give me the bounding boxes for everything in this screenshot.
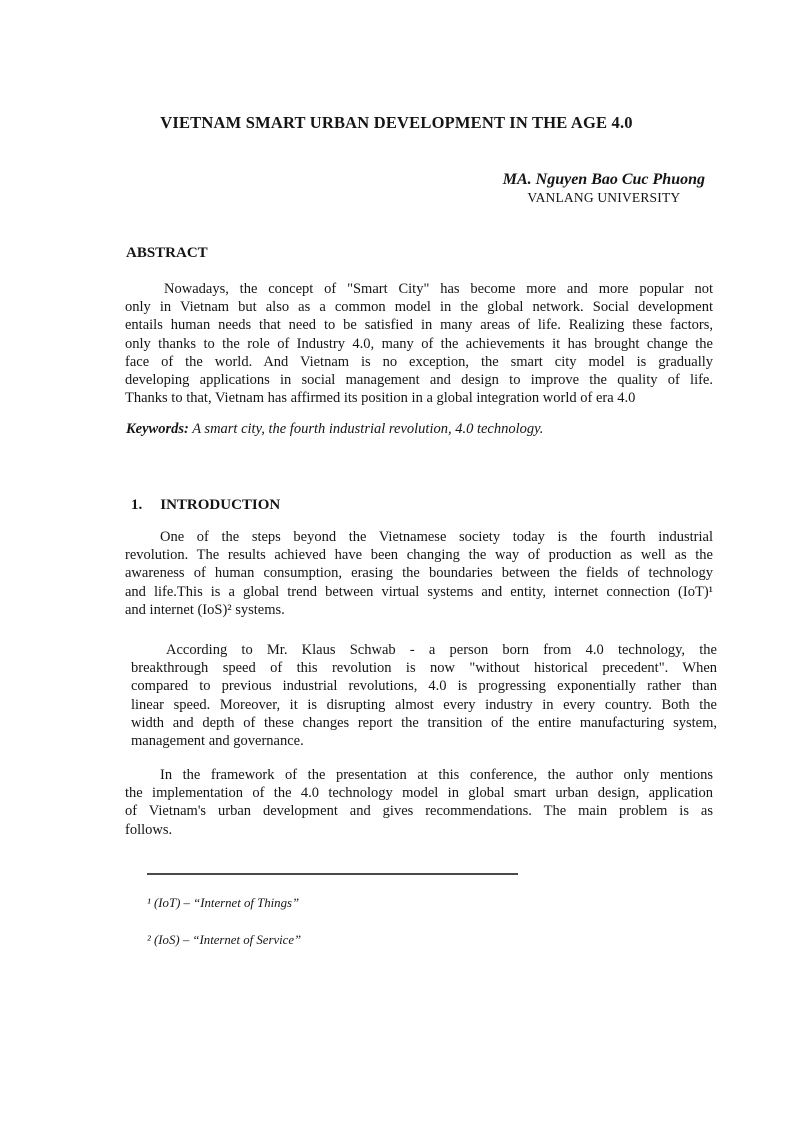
abstract-line: Nowadays, the concept of "Smart City" has become more and more popular not xyxy=(164,281,713,297)
keywords-line xyxy=(126,421,714,438)
paper-title: VIETNAM SMART URBAN DEVELOPMENT IN THE AGE 4.0 xyxy=(160,113,633,132)
text-line: and life.This is a global trend between virtual systems and entity, internet connection (IoT)¹ xyxy=(125,583,713,600)
text-line: awareness of human consumption, erasing the boundaries between the fields of technology xyxy=(125,565,713,582)
intro-paragraph-1 xyxy=(125,528,713,619)
keywords-label: Keywords: xyxy=(126,421,189,437)
text-line: linear speed. Moreover, it is disrupting almost every industry in every country. Both the xyxy=(131,696,717,713)
section-title: INTRODUCTION xyxy=(160,497,281,513)
author-block xyxy=(503,170,705,206)
text-line: of Vietnam's urban development and gives recommendations. The main problem is as xyxy=(125,803,713,820)
footnote-separator xyxy=(147,873,518,875)
text-line: breakthrough speed of this revolution is now "without historical precedent". When xyxy=(131,660,717,677)
text-line: width and depth of these changes report the transition of the entire manufacturing system, xyxy=(131,714,717,731)
text-line: In the framework of the presentation at this conference, the author only mentions xyxy=(160,767,713,783)
abstract-line: only in Vietnam but also as a common model in the global network. Social development xyxy=(125,299,713,316)
text-line: One of the steps beyond the Vietnamese society today is the fourth industrial xyxy=(160,529,713,545)
author-name: MA. Nguyen Bao Cuc Phuong xyxy=(502,171,705,188)
text-line: compared to previous industrial revolutions, 4.0 is progressing exponentially rather than xyxy=(131,678,717,695)
section-heading xyxy=(131,497,280,514)
intro-paragraph-3 xyxy=(125,766,713,839)
abstract-line: only thanks to the role of Industry 4.0, many of the achievements it has brought change the xyxy=(125,335,713,352)
abstract-line: developing applications in social management and design to improve the quality of life. xyxy=(125,372,713,389)
text-line: follows. xyxy=(125,821,173,838)
abstract-line: entails human needs that need to be satisfied in many areas of life. Realizing these factors, xyxy=(125,317,713,334)
abstract-line: Thanks to that, Vietnam has affirmed its position in a global integration world of era 4.0 xyxy=(125,390,636,407)
abstract-paragraph xyxy=(125,280,713,407)
section-number: 1. xyxy=(131,497,143,513)
footnote-1: ¹ (IoT) – “Internet of Things” xyxy=(147,896,300,910)
affiliation: VANLANG UNIVERSITY xyxy=(527,190,681,205)
text-line: According to Mr. Klaus Schwab - a person born from 4.0 technology, the xyxy=(166,642,717,658)
text-line: the implementation of the 4.0 technology model in global smart urban design, application xyxy=(125,785,713,802)
text-line: and internet (IoS)² systems. xyxy=(125,601,285,618)
footnote-2: ² (IoS) – “Internet of Service” xyxy=(147,933,302,947)
abstract-line: face of the world. And Vietnam is no exception, the smart city model is gradually xyxy=(125,353,713,370)
text-line: revolution. The results achieved have been changing the way of production as well as the xyxy=(125,547,713,564)
text-line: management and governance. xyxy=(131,733,304,750)
abstract-heading: ABSTRACT xyxy=(126,245,208,261)
keywords-text: A smart city, the fourth industrial revolution, 4.0 technology. xyxy=(188,421,544,437)
intro-paragraph-2 xyxy=(131,641,717,750)
